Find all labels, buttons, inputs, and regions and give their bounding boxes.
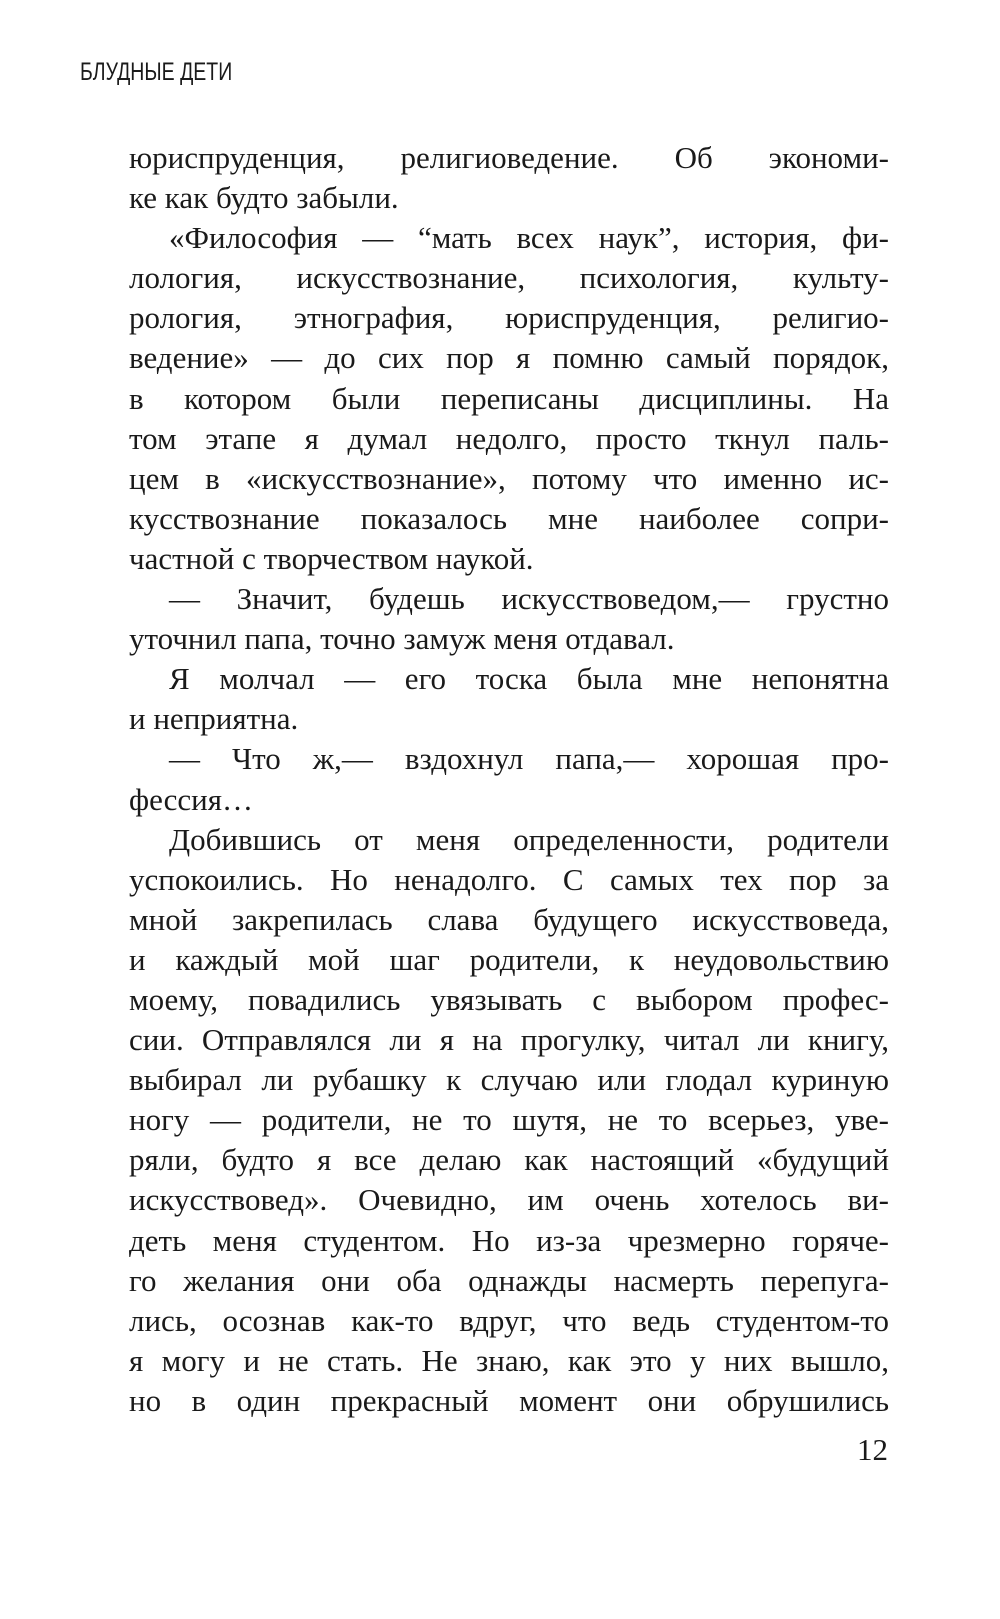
text-line: «Философия — “мать всех наук”, история, фи- bbox=[169, 220, 889, 256]
text-line: фессия… bbox=[129, 781, 253, 817]
text-line: выбирал ли рубашку к случаю или глодал куриную bbox=[129, 1062, 889, 1098]
text-line: сии. Отправлялся ли я на прогулку, читал ли книгу, bbox=[129, 1022, 889, 1058]
text-line: — Что ж,— вздохнул папа,— хорошая про- bbox=[169, 741, 889, 777]
text-line: я могу и не стать. Не знаю, как это у них вышло, bbox=[129, 1342, 889, 1378]
text-line: — Значит, будешь искусствоведом,— грустно bbox=[169, 581, 889, 617]
text-line: лология, искусствознание, психология, культу- bbox=[129, 260, 889, 296]
text-line: мной закрепилась слава будущего искусствоведа, bbox=[129, 901, 889, 937]
text-line: искусствовед». Очевидно, им очень хотелось ви- bbox=[129, 1182, 889, 1218]
text-line: моему, повадились увязывать с выбором профес- bbox=[129, 981, 889, 1017]
text-line: в котором были переписаны дисциплины. На bbox=[129, 380, 889, 416]
text-line: юриспруденция, религиоведение. Об экономи- bbox=[129, 140, 889, 175]
text-line: Добившись от меня определенности, родители bbox=[169, 821, 889, 857]
text-line: го желания они оба однажды насмерть перепуга- bbox=[129, 1262, 889, 1298]
text-line: частной с творчеством наукой. bbox=[129, 540, 534, 576]
running-head: БЛУДНЫЕ ДЕТИ bbox=[80, 58, 233, 86]
text-line: и неприятна. bbox=[129, 701, 299, 737]
text-line: уточнил папа, точно замуж меня отдавал. bbox=[129, 621, 675, 657]
text-line: но в один прекрасный момент они обрушились bbox=[129, 1382, 889, 1418]
text-line: том этапе я думал недолго, просто ткнул паль- bbox=[129, 420, 889, 456]
text-line: ведение» — до сих пор я помню самый порядок, bbox=[129, 340, 889, 376]
text-line: Я молчал — его тоска была мне непонятна bbox=[169, 661, 889, 697]
text-line: кусствознание показалось мне наиболее сопри- bbox=[129, 500, 889, 536]
text-line: ряли, будто я все делаю как настоящий «будущий bbox=[129, 1142, 889, 1178]
body-text bbox=[129, 138, 889, 1421]
text-line: деть меня студентом. Но из-за чрезмерно горяче- bbox=[129, 1222, 889, 1258]
text-line: ке как будто забыли. bbox=[129, 180, 399, 216]
text-line: лись, осознав как-то вдруг, что ведь студентом-то bbox=[129, 1302, 889, 1338]
text-line: цем в «искусствознание», потому что именно ис- bbox=[129, 460, 889, 496]
text-line: успокоились. Но ненадолго. С самых тех пор за bbox=[129, 861, 889, 897]
text-line: ногу — родители, не то шутя, не то всерьез, уве- bbox=[129, 1102, 889, 1138]
text-line: рология, этнография, юриспруденция, религио- bbox=[129, 300, 889, 336]
page-number: 12 bbox=[857, 1432, 888, 1467]
text-line: и каждый мой шаг родители, к неудовольствию bbox=[129, 941, 889, 977]
